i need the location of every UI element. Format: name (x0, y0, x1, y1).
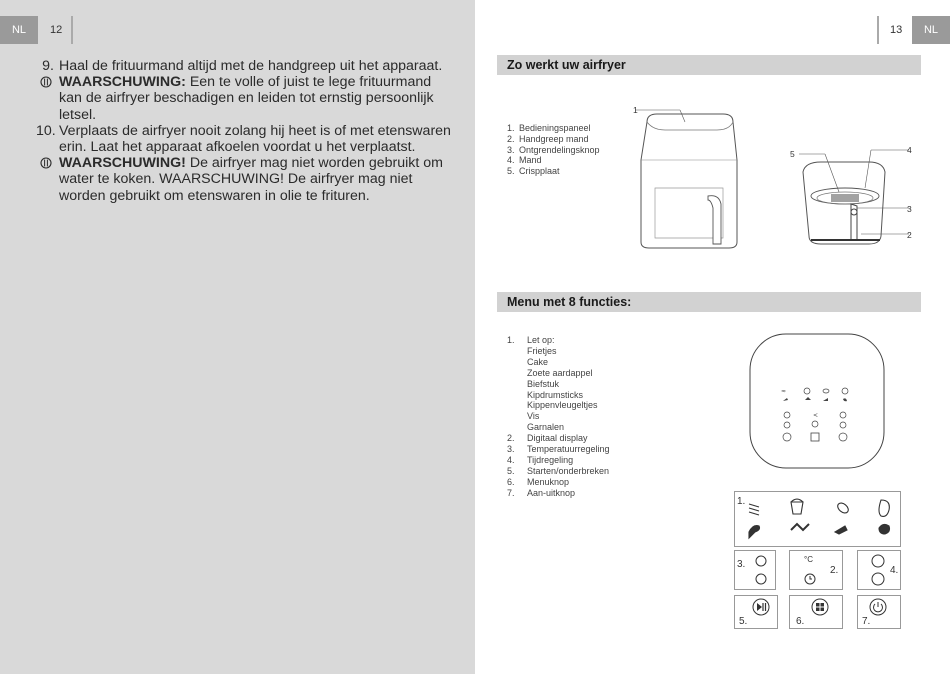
item-label: Cake (527, 356, 549, 367)
list-item (507, 488, 610, 499)
item-label: Let op: (527, 335, 555, 345)
svg-text:<: < (813, 412, 819, 419)
item-number: 1. (507, 335, 515, 345)
section-heading: Zo werkt uw airfryer (497, 55, 921, 75)
callout-number: 1 (633, 105, 638, 115)
divider (71, 16, 73, 44)
item-number: 7. (507, 487, 515, 498)
list-item (507, 123, 600, 134)
item-label: Starten/onderbreken (527, 465, 610, 476)
item-label: Tijdregeling (527, 454, 574, 465)
box-label: 7. (862, 616, 871, 627)
item-label: Aan-uitknop (527, 487, 576, 498)
section-heading: Menu met 8 functies: (497, 292, 921, 312)
list-item (507, 466, 610, 477)
item-label: Biefstuk (527, 378, 560, 389)
item-label: Digitaal display (527, 433, 588, 444)
box-label: 5. (739, 616, 748, 627)
callout-number: 3 (907, 204, 912, 214)
display-box (789, 550, 843, 590)
airfryer-illustration (625, 100, 935, 260)
list-item (507, 335, 610, 346)
item-body: Een te volle of juist te lege frituurmand kan de airfryer beschadigen en leiden tot ernstig persoonlijk letsel. (59, 74, 434, 123)
list-item (507, 455, 610, 466)
list-item (507, 155, 600, 166)
item-label: Bedieningspaneel (519, 123, 591, 133)
item-number: 6. (507, 476, 515, 487)
item-text (59, 123, 456, 155)
temperature-unit: °C (804, 555, 813, 564)
list-item (507, 166, 600, 177)
list-item (507, 433, 610, 444)
item-number: 5. (507, 465, 515, 476)
item-number: 9. (42, 58, 54, 74)
item-number: 2. (507, 433, 515, 444)
list-item (507, 346, 610, 357)
page-number: 13 (890, 24, 903, 36)
item-number: 3. (507, 444, 515, 455)
language-tab: NL (912, 16, 950, 44)
functions-list (507, 335, 610, 499)
temperature-icons (735, 551, 777, 591)
list-item (36, 123, 456, 155)
list-item (507, 379, 610, 390)
instruction-list (36, 58, 456, 204)
list-item (36, 58, 456, 74)
item-text (59, 58, 442, 74)
list-item (507, 422, 610, 433)
item-label: Handgreep mand (519, 133, 589, 144)
item-label: Temperatuurregeling (527, 444, 610, 455)
function-icons (735, 492, 900, 546)
item-number: 5. (507, 166, 515, 177)
item-label: Menuknop (527, 476, 570, 487)
item-body: Verplaats de airfryer nooit zolang hij heet is of met etenswaren erin. Laat het apparaat afkoelen voordat u het verplaatst. (59, 122, 451, 156)
list-item (36, 155, 456, 204)
item-body: De airfryer mag niet worden gebruikt om water te koken. WAARSCHUWING! De airfryer mag niet worden gebruikt om etenswaren in olie te frituren. (59, 155, 443, 204)
item-number: 4. (507, 454, 515, 465)
item-number: 4. (507, 155, 515, 166)
language-tab: NL (0, 16, 38, 44)
item-label: Crispplaat (519, 166, 560, 177)
menu-button-box (789, 595, 843, 629)
item-label: Garnalen (527, 422, 565, 433)
item-label: Ontgrendelingsknop (519, 144, 600, 155)
warning-label: WAARSCHUWING! (59, 155, 186, 172)
item-label: Mand (519, 155, 542, 166)
callout-number: 2 (907, 230, 912, 240)
item-number: 2. (507, 133, 515, 144)
list-item (36, 74, 456, 123)
list-item (507, 477, 610, 488)
item-text (59, 74, 456, 123)
list-item (507, 400, 610, 411)
list-item (507, 390, 610, 401)
info-icon (36, 74, 59, 123)
item-label: Frietjes (527, 345, 557, 356)
time-control-box (857, 550, 901, 590)
page-number: 12 (50, 24, 63, 36)
item-label: Kippenvleugeltjes (527, 400, 598, 411)
parts-list (507, 123, 600, 177)
box-label: 2. (830, 565, 839, 576)
list-item (507, 411, 610, 422)
right-page (475, 0, 950, 674)
item-number: 3. (507, 144, 515, 155)
power-button-box (857, 595, 901, 629)
warning-label: WAARSCHUWING: (59, 74, 186, 91)
box-label: 4. (890, 565, 899, 576)
item-body: Haal de frituurmand altijd met de handgreep uit het apparaat. (59, 58, 443, 74)
callout-number: 5 (790, 149, 795, 159)
control-panel-illustration (749, 333, 887, 471)
menu-icons-box (734, 491, 901, 547)
item-number: 10. (36, 122, 56, 139)
item-label: Vis (527, 411, 540, 422)
item-text (59, 155, 456, 204)
item-number: 1. (507, 123, 515, 133)
list-item (507, 357, 610, 368)
list-item (507, 368, 610, 379)
svg-text:≈: ≈ (781, 388, 787, 395)
box-label: 1. (737, 496, 746, 507)
info-icon (36, 155, 59, 204)
item-label: Zoete aardappel (527, 367, 593, 378)
divider (877, 16, 879, 44)
box-label: 3. (737, 559, 746, 570)
start-pause-box (734, 595, 778, 629)
list-item (507, 444, 610, 455)
box-label: 6. (796, 616, 805, 627)
temperature-control-box (734, 550, 776, 590)
list-item (507, 145, 600, 156)
item-label: Kipdrumsticks (527, 389, 584, 400)
callout-number: 4 (907, 145, 912, 155)
list-item (507, 134, 600, 145)
